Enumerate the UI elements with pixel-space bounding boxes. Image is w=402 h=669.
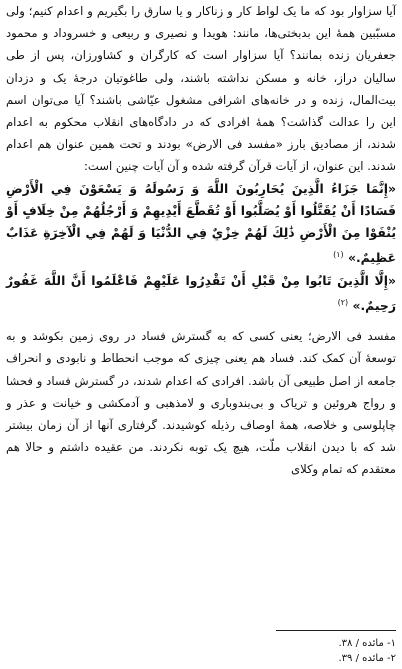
footnotes <box>6 636 396 666</box>
quran-verse-1-text: «إِنَّمَا جَزَاءُ الَّذِينَ يُحَارِبُونَ اللَّهَ وَ رَسُولَهُ وَ يَسْعَوْنَ فِي الْأَرْضِ فَسَادًا أَنْ يُقَتَّلُوا أَوْ يُصَلَّبُوا أَوْ تُقَطَّعَ أَيْدِيهِمْ وَ أَرْجُلُهُمْ مِنْ خِلَافٍ أَوْ يُنْفَوْا مِنَ الْأَرْضِ ذَٰلِكَ لَهُمْ خِزْيٌ فِي الدُّنْيَا وَ لَهُمْ فِي الْآخِرَةِ عَذَابٌ عَظِيمٌ.» <box>6 180 396 266</box>
body-paragraph-2: مفسد فی الارض؛ یعنی کسی که به گسترش فساد در روی زمین بکوشد و به توسعهٔ آن کمک کند. فساد هم یعنی چیزی که موجب انحطاط و نابودی و انحراف جامعه از اصل طبیعی آن باشد. افرادی که اعدام شدند، در گسترش فساد و فحشا و رواج هروئین و تریاک و بی‌بندوباری و لامذهبی و آدمکشی و خیانت و عذر و چاپلوسی و خلاصه، همهٔ اوصاف رذیله کوشیدند. گرفتاری آنها از آن زمان بیشتر شد که با دیدن انقلاب ملّت، هیچ یک توبه نکردند. من عقیده داشتم و حالا هم معتقدم که تمام وکلای <box>6 329 396 477</box>
quran-verse-2 <box>6 270 396 318</box>
body-paragraph-1: آیا سزاوار بود که ما یک لواط کار و زناکار و یا سارق را بگیریم و اعدام کنیم؛ ولی مسبّبین همهٔ این بدبختی‌ها، مانند: هویدا و نصیری و ربیعی و خسروداد و محمود جعفریان زنده بمانند؟ آیا سزاوار است که کارگران و کشاورزان، پس از طی سالیان دراز، خانه و مسکن نداشته باشند، ولی طاغوتیان درجهٔ یک و دزدان بیت‌المال، زنده و در خانه‌های اشرافی مشغول عیّاشی باشند؟ آیا می‌توان اسم این را عدالت گذاشت؟ همهٔ افرادی که در دادگاه‌های انقلاب محکوم به اعدام شدند، از مصادیق بارز «مفسد فی الارض» بودند و تحت همین عنوان هم اعدام شدند. این عنوان، از آیات قرآن گرفته شده و آن آیات چنین است: <box>6 4 396 174</box>
quran-verse-1 <box>6 178 396 270</box>
footnote-2: ۲- مائده / ۳۹. <box>338 653 396 664</box>
quran-verse-2-text: «إِلَّا الَّذِينَ تَابُوا مِنْ قَبْلِ أَنْ تَقْدِرُوا عَلَيْهِمْ فَاعْلَمُوا أَنَّ اللَّهَ غَفُورٌ رَحِيمٌ.» <box>6 272 396 313</box>
footnote-1: ۱- مائده / ۳۸. <box>338 638 396 649</box>
paragraph-gap <box>6 317 396 325</box>
footnote-ref-2: (۲) <box>337 297 349 307</box>
book-page <box>6 0 396 669</box>
footnote-divider <box>276 630 396 631</box>
footnote-ref-1: (۱) <box>333 250 344 260</box>
